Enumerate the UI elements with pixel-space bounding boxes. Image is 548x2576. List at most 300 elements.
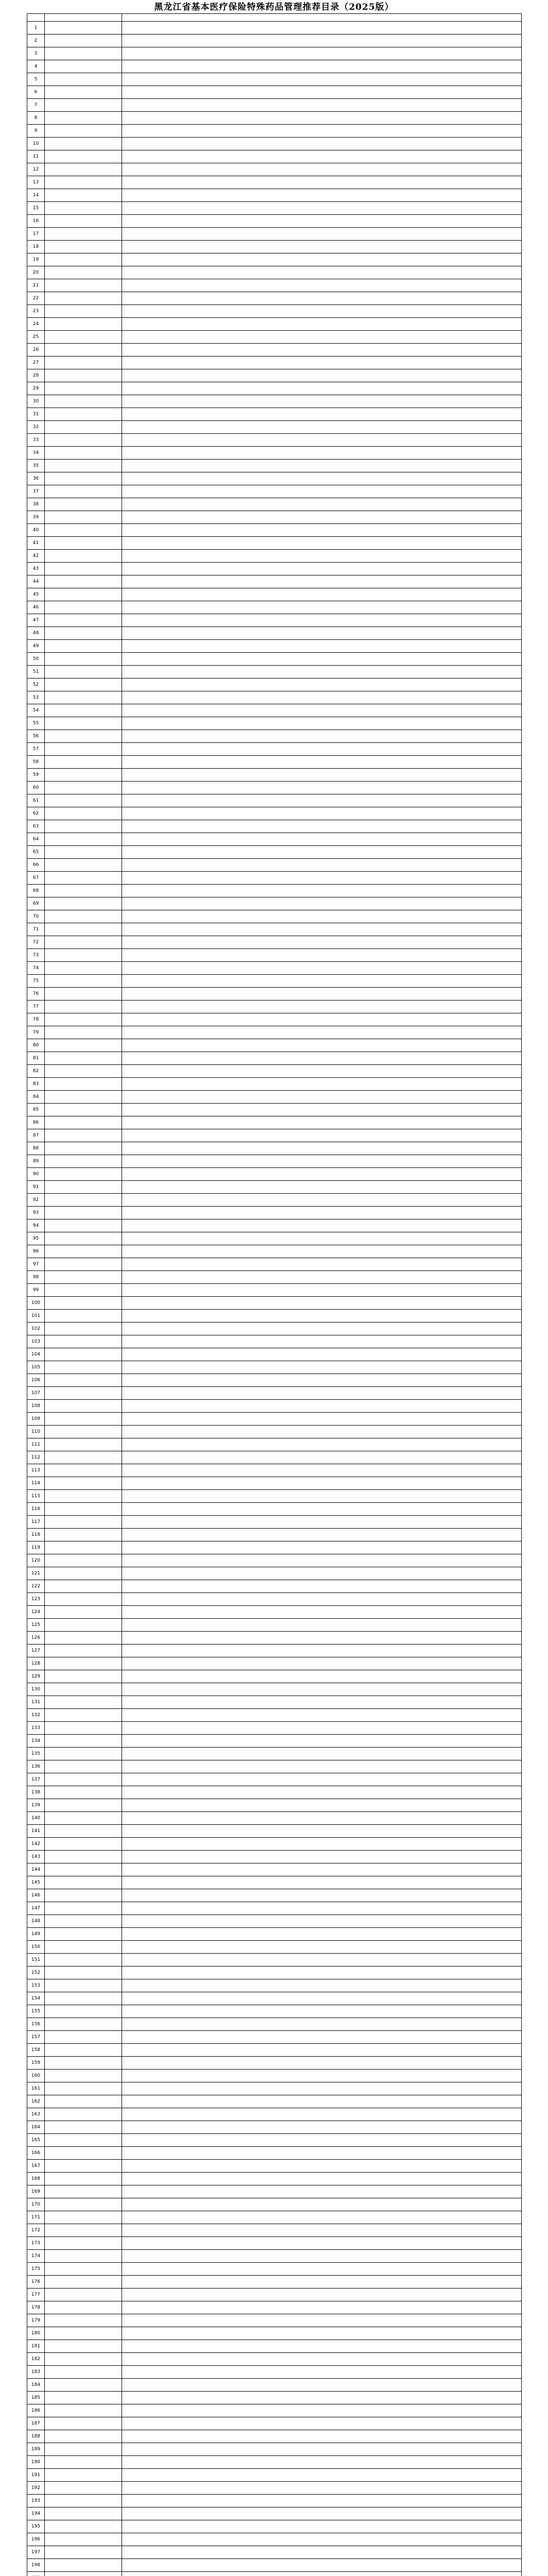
limitation-cell (122, 1477, 522, 1490)
limitation-cell (122, 1451, 522, 1464)
limitation-cell (122, 1168, 522, 1181)
drug-name-cell (45, 176, 122, 189)
drug-name-cell (45, 1426, 122, 1438)
limitation-cell (122, 318, 522, 331)
limitation-cell (122, 1232, 522, 1245)
table-header-row (27, 14, 522, 22)
row-number-cell: 78 (27, 1013, 45, 1026)
drug-name-cell (45, 1026, 122, 1039)
drug-name-cell (45, 1838, 122, 1851)
limitation-cell (122, 2005, 522, 2018)
limitation-cell (122, 575, 522, 588)
limitation-cell (122, 1876, 522, 1889)
drug-name-cell (45, 1567, 122, 1580)
row-number-cell: 110 (27, 1426, 45, 1438)
drug-name-cell (45, 1992, 122, 2005)
row-number-cell: 5 (27, 73, 45, 86)
table-row (27, 1683, 522, 1696)
limitation-cell (122, 2430, 522, 2443)
row-number-cell: 84 (27, 1091, 45, 1104)
table-row (27, 1142, 522, 1155)
table-row (27, 99, 522, 112)
row-number-cell: 118 (27, 1529, 45, 1541)
limitation-cell (122, 1129, 522, 1142)
table-row (27, 769, 522, 782)
limitation-cell (122, 241, 522, 253)
limitation-cell (122, 756, 522, 769)
row-number-cell: 55 (27, 717, 45, 730)
table-row (27, 35, 522, 47)
row-number-cell: 147 (27, 1902, 45, 1915)
limitation-cell (122, 2404, 522, 2417)
drug-name-cell (45, 1696, 122, 1709)
limitation-cell (122, 807, 522, 820)
row-number-cell: 102 (27, 1323, 45, 1335)
limitation-cell (122, 2044, 522, 2057)
row-number-cell: 134 (27, 1735, 45, 1748)
drug-name-cell (45, 1967, 122, 1979)
drug-name-cell (45, 2250, 122, 2263)
limitation-cell (122, 1580, 522, 1593)
row-number-cell: 44 (27, 575, 45, 588)
drug-name-cell (45, 1851, 122, 1863)
table-row (27, 807, 522, 820)
table-row (27, 1207, 522, 1219)
drug-name-cell (45, 1657, 122, 1670)
drug-name-cell (45, 112, 122, 125)
table-row (27, 782, 522, 794)
table-row (27, 2379, 522, 2392)
row-number-cell: 126 (27, 1632, 45, 1645)
row-number-cell: 107 (27, 1387, 45, 1400)
table-row (27, 1567, 522, 1580)
table-row (27, 60, 522, 73)
drug-name-cell (45, 1554, 122, 1567)
limitation-cell (122, 1748, 522, 1760)
row-number-cell: 196 (27, 2533, 45, 2546)
table-row (27, 1812, 522, 1825)
drug-name-cell (45, 2082, 122, 2095)
table-row (27, 2520, 522, 2533)
row-number-cell: 31 (27, 408, 45, 421)
table-row (27, 1838, 522, 1851)
table-row (27, 22, 522, 35)
document-title: 黑龙江省基本医疗保险特殊药品管理推荐目录（2025版） (154, 2, 394, 12)
table-row (27, 73, 522, 86)
limitation-cell (122, 2314, 522, 2327)
drug-name-cell (45, 1825, 122, 1838)
limitation-cell (122, 2057, 522, 2070)
drug-name-cell (45, 2005, 122, 2018)
table-row (27, 691, 522, 704)
limitation-cell (122, 1464, 522, 1477)
table-row (27, 1464, 522, 1477)
drug-name-cell (45, 331, 122, 344)
row-number-cell: 74 (27, 962, 45, 975)
row-number-cell: 154 (27, 1992, 45, 2005)
drug-name-cell (45, 228, 122, 241)
drug-name-cell (45, 1438, 122, 1451)
row-number-cell: 173 (27, 2237, 45, 2250)
table-row (27, 1271, 522, 1284)
row-number-cell: 151 (27, 1954, 45, 1967)
limitation-cell (122, 1979, 522, 1992)
limitation-cell (122, 794, 522, 807)
drug-name-cell (45, 730, 122, 743)
drug-name-cell (45, 498, 122, 511)
drug-name-cell (45, 2173, 122, 2185)
limitation-cell (122, 1619, 522, 1632)
drug-name-cell (45, 820, 122, 833)
limitation-cell (122, 1194, 522, 1207)
table-row (27, 1928, 522, 1941)
drug-name-cell (45, 1207, 122, 1219)
table-row (27, 910, 522, 923)
limitation-cell (122, 1825, 522, 1838)
row-number-cell: 157 (27, 2031, 45, 2044)
table-row (27, 150, 522, 163)
table-row (27, 1129, 522, 1142)
table-row (27, 1709, 522, 1722)
table-row (27, 1310, 522, 1323)
table-row (27, 1799, 522, 1812)
table-row (27, 872, 522, 885)
row-number-cell: 146 (27, 1889, 45, 1902)
row-number-cell: 145 (27, 1876, 45, 1889)
table-row (27, 524, 522, 537)
column-header-limitation (122, 14, 522, 22)
table-row (27, 1529, 522, 1541)
table-row (27, 588, 522, 601)
row-number-cell: 88 (27, 1142, 45, 1155)
drug-name-cell (45, 1258, 122, 1271)
limitation-cell (122, 769, 522, 782)
row-number-cell: 137 (27, 1773, 45, 1786)
table-row (27, 846, 522, 859)
table-row (27, 2224, 522, 2237)
row-number-cell: 122 (27, 1580, 45, 1593)
row-number-cell: 197 (27, 2546, 45, 2559)
limitation-cell (122, 679, 522, 691)
table-row (27, 1490, 522, 1503)
row-number-cell: 18 (27, 241, 45, 253)
drug-name-cell (45, 2121, 122, 2134)
limitation-cell (122, 988, 522, 1001)
limitation-cell (122, 1348, 522, 1361)
limitation-cell (122, 22, 522, 35)
limitation-cell (122, 1967, 522, 1979)
drug-name-cell (45, 2237, 122, 2250)
limitation-cell (122, 472, 522, 485)
table-row (27, 2289, 522, 2301)
row-number-cell: 85 (27, 1104, 45, 1116)
drug-name-cell (45, 1632, 122, 1645)
table-row (27, 563, 522, 575)
table-row (27, 833, 522, 846)
limitation-cell (122, 1490, 522, 1503)
limitation-cell (122, 923, 522, 936)
drug-name-cell (45, 1786, 122, 1799)
limitation-cell (122, 1696, 522, 1709)
row-number-cell: 17 (27, 228, 45, 241)
limitation-cell (122, 2546, 522, 2559)
limitation-cell (122, 498, 522, 511)
table-row (27, 988, 522, 1001)
table-row (27, 421, 522, 434)
drug-name-cell (45, 1619, 122, 1632)
row-number-cell: 46 (27, 601, 45, 614)
limitation-cell (122, 820, 522, 833)
row-number-cell: 54 (27, 704, 45, 717)
limitation-cell (122, 1851, 522, 1863)
row-number-cell: 185 (27, 2392, 45, 2404)
limitation-cell (122, 1863, 522, 1876)
row-number-cell: 89 (27, 1155, 45, 1168)
row-number-cell: 28 (27, 369, 45, 382)
drug-name-cell (45, 717, 122, 730)
table-row (27, 485, 522, 498)
table-row (27, 2340, 522, 2353)
drug-name-cell (45, 1593, 122, 1606)
limitation-cell (122, 1387, 522, 1400)
row-number-cell: 58 (27, 756, 45, 769)
table-row (27, 2250, 522, 2263)
table-row (27, 434, 522, 447)
drug-name-cell (45, 1529, 122, 1541)
row-number-cell: 94 (27, 1219, 45, 1232)
limitation-cell (122, 524, 522, 537)
limitation-cell (122, 60, 522, 73)
row-number-cell: 170 (27, 2198, 45, 2211)
limitation-cell (122, 885, 522, 897)
table-row (27, 1155, 522, 1168)
drug-name-cell (45, 163, 122, 176)
row-number-cell: 75 (27, 975, 45, 988)
table-row (27, 1580, 522, 1593)
table-row (27, 2147, 522, 2160)
limitation-cell (122, 1632, 522, 1645)
table-row (27, 1645, 522, 1657)
table-row (27, 1954, 522, 1967)
drug-name-cell (45, 511, 122, 524)
drug-name-cell (45, 897, 122, 910)
drug-name-cell (45, 1941, 122, 1954)
row-number-cell: 20 (27, 266, 45, 279)
limitation-cell (122, 369, 522, 382)
table-row (27, 189, 522, 202)
row-number-cell: 198 (27, 2559, 45, 2572)
limitation-cell (122, 2211, 522, 2224)
table-row (27, 2301, 522, 2314)
row-number-cell: 62 (27, 807, 45, 820)
limitation-cell (122, 395, 522, 408)
drug-name-cell (45, 2070, 122, 2082)
row-number-cell: 140 (27, 1812, 45, 1825)
table-row (27, 1400, 522, 1413)
row-number-cell: 161 (27, 2082, 45, 2095)
drug-name-cell (45, 1812, 122, 1825)
limitation-cell (122, 537, 522, 550)
limitation-cell (122, 1271, 522, 1284)
limitation-cell (122, 331, 522, 344)
table-row (27, 897, 522, 910)
row-number-cell: 43 (27, 563, 45, 575)
drug-name-cell (45, 279, 122, 292)
limitation-cell (122, 2018, 522, 2031)
limitation-cell (122, 2559, 522, 2572)
table-row (27, 1348, 522, 1361)
drug-name-cell (45, 2198, 122, 2211)
limitation-cell (122, 2301, 522, 2314)
drug-name-cell (45, 1979, 122, 1992)
drug-name-cell (45, 2211, 122, 2224)
drug-name-cell (45, 923, 122, 936)
limitation-cell (122, 1722, 522, 1735)
limitation-cell (122, 150, 522, 163)
table-row (27, 2327, 522, 2340)
limitation-cell (122, 408, 522, 421)
drug-name-cell (45, 1760, 122, 1773)
table-row (27, 2507, 522, 2520)
drug-name-cell (45, 2108, 122, 2121)
limitation-cell (122, 2507, 522, 2520)
drug-name-cell (45, 807, 122, 820)
drug-name-cell (45, 485, 122, 498)
row-number-cell: 39 (27, 511, 45, 524)
table-body (27, 22, 522, 2576)
table-row (27, 2572, 522, 2576)
drug-name-cell (45, 2263, 122, 2276)
limitation-cell (122, 2572, 522, 2576)
drug-name-cell (45, 1052, 122, 1065)
table-row (27, 601, 522, 614)
limitation-cell (122, 846, 522, 859)
drug-name-cell (45, 1323, 122, 1335)
row-number-cell: 117 (27, 1516, 45, 1529)
row-number-cell: 71 (27, 923, 45, 936)
row-number-cell: 79 (27, 1026, 45, 1039)
row-number-cell: 7 (27, 99, 45, 112)
row-number-cell: 193 (27, 2495, 45, 2507)
table-row (27, 2108, 522, 2121)
drug-name-cell (45, 1876, 122, 1889)
row-number-cell: 127 (27, 1645, 45, 1657)
limitation-cell (122, 2456, 522, 2469)
row-number-cell: 174 (27, 2250, 45, 2263)
drug-name-cell (45, 679, 122, 691)
limitation-cell (122, 1155, 522, 1168)
table-row (27, 2237, 522, 2250)
drug-name-cell (45, 1013, 122, 1026)
row-number-cell: 177 (27, 2289, 45, 2301)
table-row (27, 1361, 522, 1374)
drug-name-cell (45, 1464, 122, 1477)
row-number-cell: 123 (27, 1593, 45, 1606)
drug-name-cell (45, 305, 122, 318)
drug-name-cell (45, 253, 122, 266)
limitation-cell (122, 1773, 522, 1786)
drug-name-cell (45, 936, 122, 949)
limitation-cell (122, 1541, 522, 1554)
table-row (27, 2005, 522, 2018)
table-row (27, 2482, 522, 2495)
row-number-cell: 125 (27, 1619, 45, 1632)
drug-name-cell (45, 2301, 122, 2314)
table-row (27, 86, 522, 99)
row-number-cell: 95 (27, 1232, 45, 1245)
limitation-cell (122, 2353, 522, 2366)
drug-name-cell (45, 1297, 122, 1310)
table-row (27, 1219, 522, 1232)
table-row (27, 1748, 522, 1760)
row-number-cell: 90 (27, 1168, 45, 1181)
table-row (27, 1889, 522, 1902)
limitation-cell (122, 1812, 522, 1825)
table-row (27, 537, 522, 550)
drug-name-cell (45, 1541, 122, 1554)
drug-name-cell (45, 988, 122, 1001)
row-number-cell: 189 (27, 2443, 45, 2456)
drug-name-cell (45, 292, 122, 305)
row-number-cell: 15 (27, 202, 45, 215)
limitation-cell (122, 305, 522, 318)
drug-name-cell (45, 769, 122, 782)
table-row (27, 447, 522, 460)
row-number-cell: 131 (27, 1696, 45, 1709)
drug-name-cell (45, 1387, 122, 1400)
table-row (27, 1181, 522, 1194)
limitation-cell (122, 485, 522, 498)
row-number-cell: 111 (27, 1438, 45, 1451)
table-row (27, 1657, 522, 1670)
limitation-cell (122, 47, 522, 60)
limitation-cell (122, 2121, 522, 2134)
limitation-cell (122, 447, 522, 460)
row-number-cell: 24 (27, 318, 45, 331)
drug-name-cell (45, 1078, 122, 1091)
limitation-cell (122, 1207, 522, 1219)
limitation-cell (122, 2482, 522, 2495)
row-number-cell: 48 (27, 627, 45, 640)
limitation-cell (122, 2070, 522, 2082)
drug-name-cell (45, 1348, 122, 1361)
row-number-cell: 61 (27, 794, 45, 807)
limitation-cell (122, 382, 522, 395)
drug-name-cell (45, 344, 122, 357)
drug-name-cell (45, 910, 122, 923)
table-row (27, 318, 522, 331)
limitation-cell (122, 2134, 522, 2147)
drug-name-cell (45, 60, 122, 73)
row-number-cell: 50 (27, 653, 45, 666)
row-number-cell: 67 (27, 872, 45, 885)
limitation-cell (122, 2095, 522, 2108)
row-number-cell: 37 (27, 485, 45, 498)
table-row (27, 2160, 522, 2173)
limitation-cell (122, 1992, 522, 2005)
table-row (27, 1541, 522, 1554)
drug-name-cell (45, 2327, 122, 2340)
drug-name-cell (45, 395, 122, 408)
limitation-cell (122, 2495, 522, 2507)
drug-name-cell (45, 2546, 122, 2559)
row-number-cell: 45 (27, 588, 45, 601)
table-row (27, 2353, 522, 2366)
drug-name-cell (45, 2160, 122, 2173)
row-number-cell: 181 (27, 2340, 45, 2353)
limitation-cell (122, 936, 522, 949)
table-row (27, 730, 522, 743)
